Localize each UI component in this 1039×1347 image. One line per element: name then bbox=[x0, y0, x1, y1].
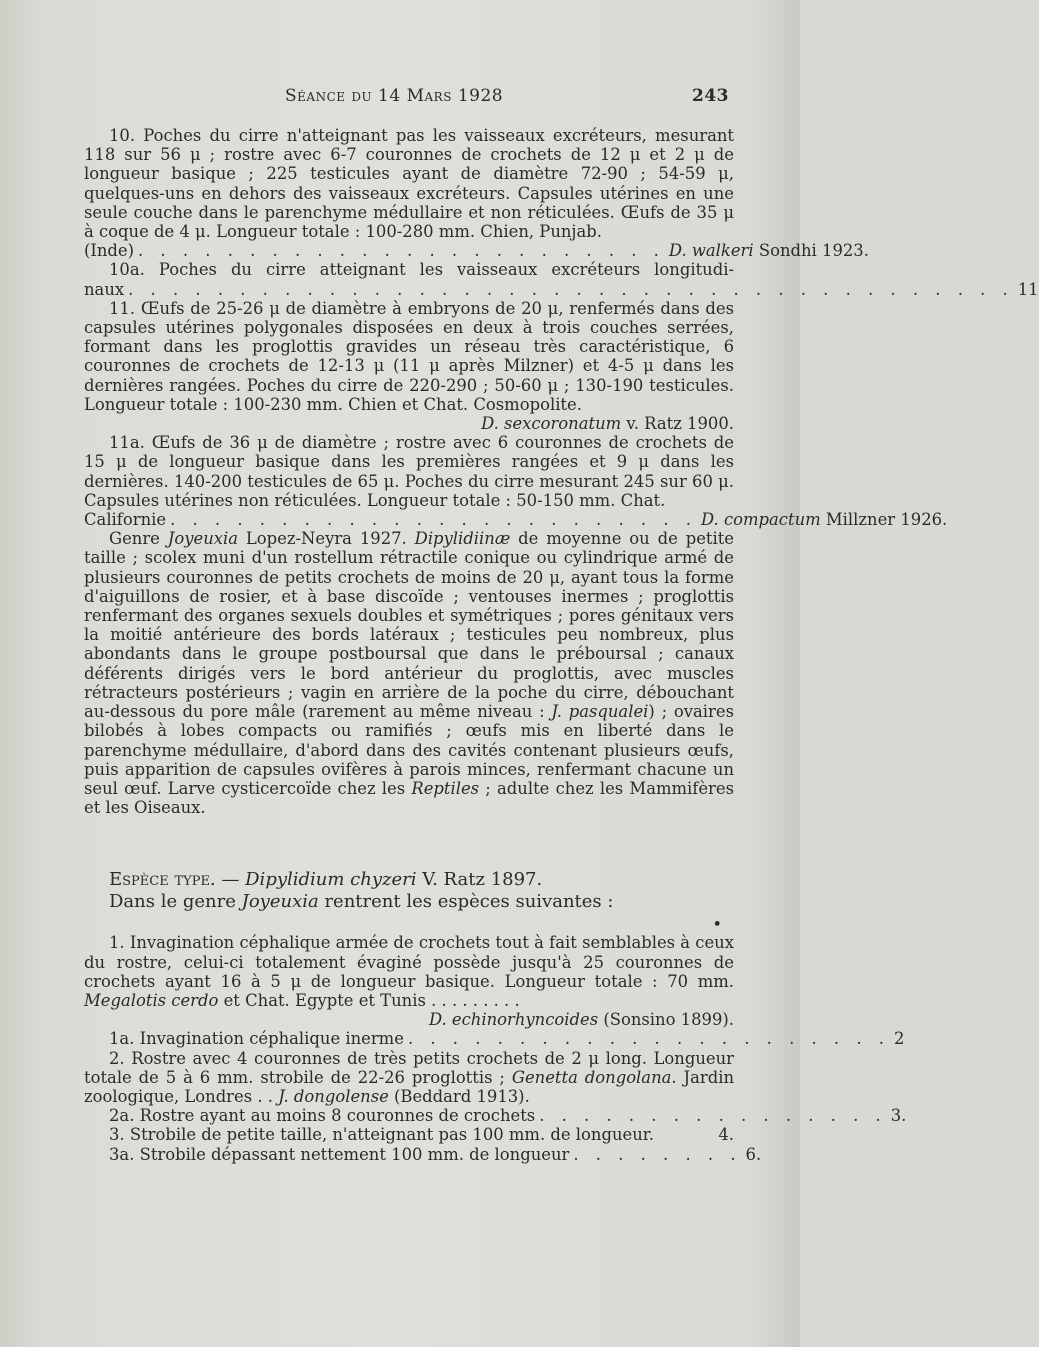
key-entry-10a: 10a. Poches du cirre atteignant les vaisseaux excréteurs longitudi- bbox=[109, 260, 734, 280]
leader-dots: . . . . . . . . . . . . . . . . . . . . . . . . bbox=[170, 510, 697, 530]
species-name: J. dongolense bbox=[278, 1086, 389, 1106]
host-name: Megalotis cerdo bbox=[84, 990, 219, 1010]
species-name: D. walkeri bbox=[668, 241, 754, 261]
leader-dots: . . . . . . . . . . . . . . . . . . . . . . . . bbox=[138, 241, 665, 261]
key-entry-11: 11. Œufs de 25-26 μ de diamètre à embryons de 20 μ, renfermés dans des capsules utérines polygonales disposées en deux à trois couches serrées, formant dans les proglottis gravides un réseau très caractéristique, 6 couronnes de crochets de 12-13 μ (11 μ après Milzner) et 4-5 μ dans les dernières rangées. Poches du cirre de 220-290 ; 50-60 μ ; 130-190 testicules. Longueur totale : 100-230 mm. Chien et Chat. Cosmopolite. bbox=[84, 298, 734, 414]
leader-dots: . . . . . . . . . . . . . . . . bbox=[539, 1106, 887, 1126]
running-header bbox=[0, 86, 800, 112]
subfamily-name: Dipylidiinæ bbox=[414, 529, 511, 549]
key-target: 3. bbox=[890, 1106, 907, 1126]
key-entry-2: 2. Rostre avec 4 couronnes de très petits crochets de 2 μ long. Longueur totale de 5 à 6 mm. strobile de 22-26 proglottis ; Genetta dongolana. Jardin zoologique, Londres . . J. dongolense (Beddard 1913). bbox=[84, 1048, 734, 1106]
host-name: Genetta dongolana bbox=[511, 1067, 672, 1087]
species-name: D. echinorhyncoides bbox=[428, 1010, 599, 1030]
bullet-mark: • bbox=[712, 915, 722, 935]
key-entry-10: 10. Poches du cirre n'atteignant pas les vaisseaux excréteurs, mesurant 118 sur 56 μ ; rostre avec 6-7 couronnes de crochets de 12 μ et 2 μ de longueur basique ; 225 testicules ayant de diamètre 72-90 ; 54-59 μ, quelques-uns en dehors des vaisseaux excréteurs. Capsules utérines en une seule couche dans le parenchyme médullaire et non réticulées. Œufs de 35 μ à coque de 4 μ. Longueur totale : 100-280 mm. Chien, Punjab. bbox=[84, 126, 734, 242]
genus-description: Genre Joyeuxia Lopez-Neyra 1927. Dipylidiinæ de moyenne ou de petite taille ; scolex muni d'un rostellum rétractile conique ou cylindrique armé de plusieurs couronnes de petits crochets de moins de 20 μ, ayant tous la forme d'aiguillons de rosier, et à base discoïde ; ventouses inermes ; proglottis renfermant des organes sexuels doubles et symétriques ; pores génitaux vers la moitié antérieure des bords latéraux ; testicules peu nombreux, plus abondants dans le groupe postboursal que dans le préboursal ; canaux déférents dirigés vers le bord antérieur du proglottis, avec muscles rétracteurs postérieurs ; vagin en arrière de la poche du cirre, débouchant au-dessous du pore mâle (rarement au même niveau : J. pasqualei) ; ovaires bilobés à lobes compacts ou ramifiés ; œufs mis en liberté dans le parenchyme médullaire, d'abord dans des cavités contenant plusieurs œufs, puis apparition de capsules ovifères à parois minces, renfermant chacune un seul œuf. Larve cysticercoïde chez les Reptiles ; adulte chez les Mammifères et les Oiseaux. bbox=[84, 529, 735, 818]
key-entry-2a: 2a. Rostre ayant au moins 8 couronnes de crochets . . . . . . . . . . . . . . . . 3. bbox=[109, 1106, 907, 1126]
type-species: Espèce type. — Dipylidium chyzeri V. Ratz 1897. bbox=[109, 869, 543, 891]
genus-species-intro: Dans le genre Joyeuxia rentrent les espèces suivantes : bbox=[109, 891, 614, 913]
key-entry-11a-result: Californie . . . . . . . . . . . . . . . . . . . . . . . . D. compactum Millzner 1926. bbox=[84, 510, 948, 530]
key-target: 11 bbox=[1017, 279, 1039, 299]
species-name: D. sexcoronatum bbox=[481, 414, 622, 434]
genus-name: Joyeuxia bbox=[241, 891, 319, 913]
key-entry-1a: 1a. Invagination céphalique inerme . . . . . . . . . . . . . . . . . . . . . . 2 bbox=[109, 1029, 905, 1049]
host-name: Reptiles bbox=[411, 778, 480, 798]
leader-dots: . . . . . . . . bbox=[573, 1144, 742, 1164]
key-entry-11a: 11a. Œufs de 36 μ de diamètre ; rostre avec 6 couronnes de crochets de 15 μ de longueur basique dans les premières rangées et 9 μ dans les dernières. 140-200 testicules de 65 μ. Poches du cirre mesurant 245 sur 60 μ. Capsules utérines non réticulées. Longueur totale : 50-150 mm. Chat. bbox=[84, 433, 734, 510]
key-entry-3a: 3a. Strobile dépassant nettement 100 mm. de longueur . . . . . . . . 6. bbox=[109, 1144, 762, 1164]
header-title: Séance du 14 Mars 1928 bbox=[285, 86, 504, 106]
species-ref: J. pasqualei bbox=[551, 702, 649, 722]
species-name: D. compactum bbox=[700, 510, 821, 530]
page-number: 243 bbox=[692, 86, 729, 106]
key-entry-3: 3. Strobile de petite taille, n'atteignant pas 100 mm. de longueur. 4. bbox=[109, 1125, 734, 1145]
key-target: 2 bbox=[893, 1029, 905, 1049]
key-target: 4. bbox=[718, 1125, 734, 1145]
key-entry-1: 1. Invagination céphalique armée de crochets tout à fait semblables à ceux du rostre, celui-ci totalement évaginé possède jusqu'à 25 couronnes de crochets ayant 16 à 5 μ de longueur basique. Longueur totale : 70 mm. Megalotis cerdo et Chat. Egypte et Tunis . . . . . . . . . bbox=[84, 933, 734, 1010]
key-entry-1-result: D. echinorhyncoides (Sonsino 1899). bbox=[428, 1010, 734, 1030]
page-body bbox=[84, 126, 1039, 1164]
leader-dots: . . . . . . . . . . . . . . . . . . . . . . . . . . . . . . . . . . . . . . . . bbox=[128, 279, 1014, 299]
key-entry-10-result: (Inde) . . . . . . . . . . . . . . . . . . . . . . . . D. walkeri Sondhi 1923. bbox=[84, 241, 869, 261]
key-entry-11-result: D. sexcoronatum v. Ratz 1900. bbox=[481, 414, 734, 434]
key-entry-10a-result: naux . . . . . . . . . . . . . . . . . . . . . . . . . . . . . . . . . . . . . . . . 11 bbox=[84, 279, 1039, 299]
species-name: Dipylidium chyzeri bbox=[245, 869, 417, 891]
genus-name: Joyeuxia bbox=[167, 529, 239, 549]
key-target: 6. bbox=[745, 1144, 762, 1164]
leader-dots: . . . . . . . . . . . . . . . . . . . . . . bbox=[407, 1029, 890, 1049]
